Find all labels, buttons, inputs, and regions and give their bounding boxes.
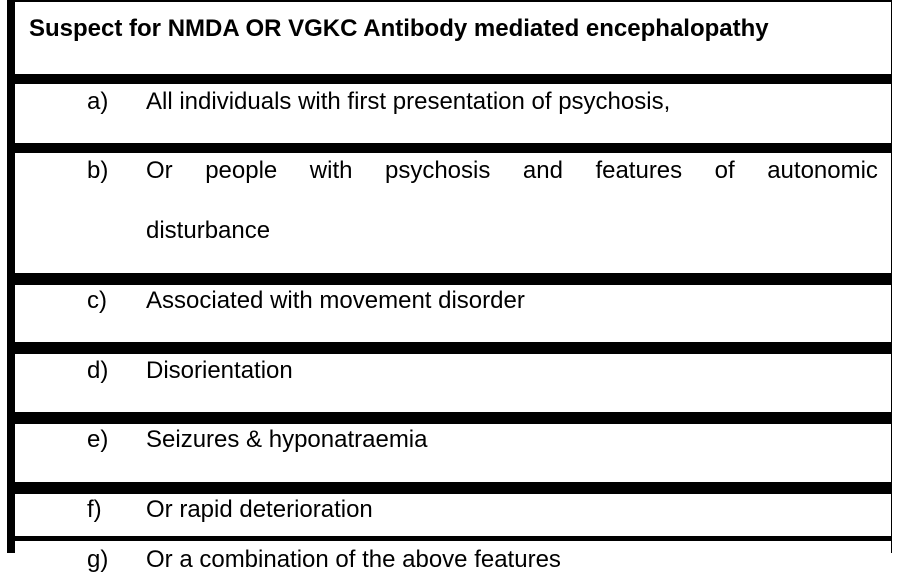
cutoff-marker: g): [87, 546, 109, 573]
item-marker: e): [87, 426, 109, 453]
item-marker: b): [87, 157, 109, 184]
word: of: [714, 157, 735, 184]
word: and: [522, 157, 563, 184]
item-text: Associated with movement disorder: [146, 287, 525, 314]
item-text: All individuals with first presentation of psychosis,: [146, 88, 671, 115]
word: with: [309, 157, 353, 184]
item-text-line: disturbance: [146, 217, 271, 244]
word: psychosis: [384, 157, 491, 184]
table-title: Suspect for NMDA OR VGKC Antibody mediated encephalopathy: [29, 15, 769, 42]
cutoff-text: Or a combination of the above features: [146, 546, 561, 573]
item-text: Or rapid deterioration: [146, 496, 373, 523]
word: features: [595, 157, 683, 184]
item-marker: f): [87, 496, 102, 523]
item-text: Disorientation: [146, 357, 293, 384]
item-marker: c): [87, 287, 107, 314]
word: Or: [146, 157, 173, 184]
item-text: Seizures & hyponatraemia: [146, 426, 428, 453]
item-marker: a): [87, 88, 109, 115]
item-marker: d): [87, 357, 109, 384]
word: autonomic: [767, 157, 878, 184]
word: people: [205, 157, 278, 184]
item-text-line: [146, 157, 878, 185]
